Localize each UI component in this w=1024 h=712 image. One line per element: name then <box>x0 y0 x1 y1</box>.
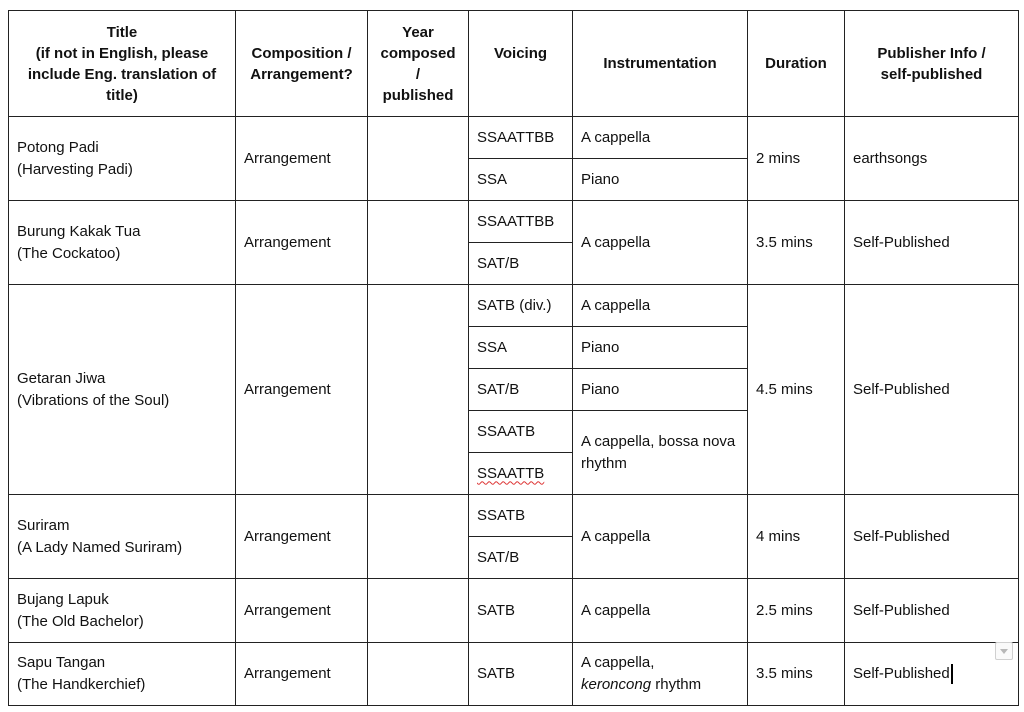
header-row <box>9 11 1019 117</box>
voicing-cell[interactable]: SSAATTBB <box>469 117 573 159</box>
composition-cell[interactable]: Arrangement <box>236 201 368 285</box>
instrumentation-cell[interactable]: Piano <box>573 159 748 201</box>
instrumentation-cell[interactable]: A cappella <box>573 117 748 159</box>
voicing-cell[interactable]: SAT/B <box>469 537 573 579</box>
table-row <box>9 117 1019 159</box>
title-cell[interactable]: Suriram (A Lady Named Suriram) <box>9 495 236 579</box>
table-row <box>9 201 1019 243</box>
title-cell[interactable]: Potong Padi (Harvesting Padi) <box>9 117 236 201</box>
publisher-cell[interactable]: Self-Published <box>845 201 1019 285</box>
instrumentation-cell[interactable]: A cappella, bossa nova rhythm <box>573 411 748 495</box>
voicing-cell[interactable]: SSAATB <box>469 411 573 453</box>
voicing-cell[interactable]: SATB <box>469 643 573 706</box>
publisher-cell[interactable]: Self-Published <box>845 285 1019 495</box>
header-year[interactable]: Year composed / published <box>368 11 469 117</box>
instrumentation-cell[interactable]: A cappella <box>573 495 748 579</box>
spellcheck-flagged-text[interactable]: SSAATTB <box>477 464 545 482</box>
header-voicing[interactable]: Voicing <box>469 11 573 117</box>
composition-cell[interactable]: Arrangement <box>236 643 368 706</box>
duration-cell[interactable]: 3.5 mins <box>748 643 845 706</box>
publisher-cell[interactable]: Self-Published <box>845 495 1019 579</box>
year-cell[interactable] <box>368 579 469 643</box>
voicing-cell[interactable]: SSA <box>469 159 573 201</box>
header-title[interactable]: Title (if not in English, please include Eng. translation of title) <box>9 11 236 117</box>
table-row <box>9 495 1019 537</box>
instrumentation-cell[interactable]: A cappella, keroncong rhythm <box>573 643 748 706</box>
instrumentation-cell[interactable]: A cappella <box>573 285 748 327</box>
duration-cell[interactable]: 4.5 mins <box>748 285 845 495</box>
title-cell[interactable]: Bujang Lapuk (The Old Bachelor) <box>9 579 236 643</box>
year-cell[interactable] <box>368 285 469 495</box>
voicing-cell[interactable]: SATB (div.) <box>469 285 573 327</box>
voicing-cell[interactable]: SAT/B <box>469 243 573 285</box>
instrumentation-cell[interactable]: A cappella <box>573 579 748 643</box>
voicing-cell[interactable]: SATB <box>469 579 573 643</box>
instrumentation-cell[interactable]: Piano <box>573 369 748 411</box>
voicing-cell[interactable]: SSATB <box>469 495 573 537</box>
italic-style-word: keroncong <box>581 676 652 693</box>
publisher-cell[interactable]: Self-Published <box>845 579 1019 643</box>
voicing-cell[interactable]: SSAATTBB <box>469 201 573 243</box>
text-cursor <box>951 664 953 684</box>
title-cell[interactable]: Getaran Jiwa (Vibrations of the Soul) <box>9 285 236 495</box>
instrumentation-cell[interactable]: A cappella <box>573 201 748 285</box>
duration-cell[interactable]: 2 mins <box>748 117 845 201</box>
repertoire-table <box>8 10 1019 706</box>
title-cell[interactable]: Sapu Tangan (The Handkerchief) <box>9 643 236 706</box>
table-row <box>9 643 1019 706</box>
table-row <box>9 579 1019 643</box>
composition-cell[interactable]: Arrangement <box>236 285 368 495</box>
header-publisher[interactable]: Publisher Info / self-published <box>845 11 1019 117</box>
publisher-cell[interactable]: Self-Published <box>845 643 1019 706</box>
table-row <box>9 285 1019 327</box>
duration-cell[interactable]: 2.5 mins <box>748 579 845 643</box>
year-cell[interactable] <box>368 643 469 706</box>
header-duration[interactable]: Duration <box>748 11 845 117</box>
voicing-cell[interactable]: SAT/B <box>469 369 573 411</box>
title-cell[interactable]: Burung Kakak Tua (The Cockatoo) <box>9 201 236 285</box>
year-cell[interactable] <box>368 201 469 285</box>
duration-cell[interactable]: 3.5 mins <box>748 201 845 285</box>
year-cell[interactable] <box>368 495 469 579</box>
header-composition[interactable]: Composition / Arrangement? <box>236 11 368 117</box>
duration-cell[interactable]: 4 mins <box>748 495 845 579</box>
voicing-cell[interactable]: SSA <box>469 327 573 369</box>
dropdown-arrow-icon[interactable] <box>995 642 1013 660</box>
instrumentation-cell[interactable]: Piano <box>573 327 748 369</box>
voicing-cell[interactable] <box>469 453 573 495</box>
composition-cell[interactable]: Arrangement <box>236 117 368 201</box>
publisher-cell[interactable]: earthsongs <box>845 117 1019 201</box>
header-instrumentation[interactable]: Instrumentation <box>573 11 748 117</box>
composition-cell[interactable]: Arrangement <box>236 579 368 643</box>
year-cell[interactable] <box>368 117 469 201</box>
composition-cell[interactable]: Arrangement <box>236 495 368 579</box>
